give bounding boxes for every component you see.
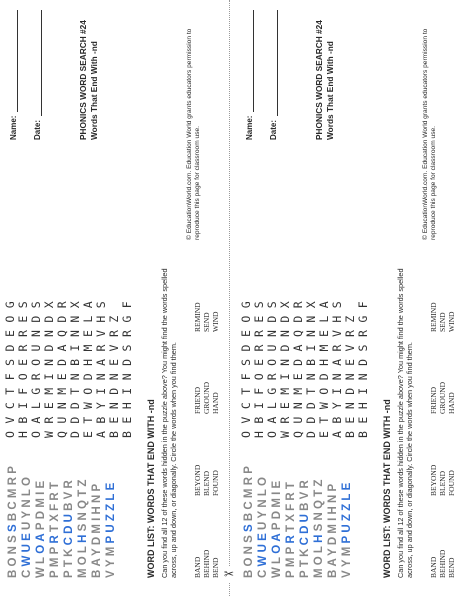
logo-highlight-letters: S [7,521,19,532]
word-list-item: BLEND [438,471,447,496]
logo-letters: SNQTZ [313,476,325,532]
word-list-item: GROUND [438,381,447,414]
logo-letters: PTK [299,545,311,578]
logo-row [298,458,312,578]
student-fields [8,10,56,140]
word-list-item: BEND [211,557,220,578]
word-list-item: BEHIND [438,549,447,578]
logo-letters: C [21,566,33,578]
title-text: PHONICS WORD SEARCH #24 [78,20,88,140]
logo-highlight-letters: WUE [21,530,33,567]
word-list-item: FRIEND [193,386,202,414]
word-list-item: WIND [211,311,220,332]
copyright-footer: © EducationWorld.com. Education World grants educators permission to reproduce this page for classroom use. [422,28,437,240]
copyright-footer: © EducationWorld.com. Education World grants educators permission to reproduce this page for classroom use. [186,28,201,240]
title-text: PHONICS WORD SEARCH #24 [314,20,324,140]
logo-highlight-letters: PUZZLE [341,479,353,544]
word-search-logo [6,458,116,578]
logo-letters: VYM [105,543,117,578]
logo-row [340,458,354,578]
word-list-item: BLEND [202,471,211,496]
word-list-item: BEYOND [429,464,438,496]
word-list-item: BAND [193,556,202,578]
date-field [268,10,278,140]
logo-letters: TXFRT [49,478,61,532]
word-list-item: SEND [202,312,211,332]
subtitle-text: Words That End With -nd [89,41,99,140]
puzzle-row: QUNMEDAQDR [55,293,69,438]
logo-row [270,458,284,578]
name-line [8,10,18,112]
puzzle-row: OVCTFSDEOG [239,293,253,438]
logo-letters: MOL [77,542,89,578]
logo-highlight-letters: PUZZLE [105,479,117,544]
logo-letters: PTK [63,545,75,578]
puzzle-row: OVCTFSDEOG [3,293,17,438]
word-list-title: WORD LIST: WORDS THAT END WITH -nd [382,399,392,578]
puzzle-row: BENDNEVRZ [107,308,121,438]
word-search-logo [242,458,352,578]
puzzle-row: OALGROUNDS [29,293,43,438]
logo-letters: BVR [63,476,75,511]
logo-letters: PDMIE [35,477,47,531]
worksheet-title [314,10,336,140]
logo-highlight-letters: CDU [299,510,311,546]
puzzle-row: ETWODHMELA [317,293,331,438]
worksheet-title [78,10,100,140]
date-label: Date: [33,119,42,140]
date-line [268,10,278,116]
scissors-icon: ✂ [223,567,235,581]
word-list-item: GROUND [202,381,211,414]
word-list-item: REMIND [193,302,202,332]
puzzle-row: HBIFOERRES [252,293,266,438]
word-list-item: FOUND [447,470,456,496]
word-list-item: FOUND [211,470,220,496]
name-field [244,10,254,140]
logo-letters: UYNLO [257,473,269,531]
logo-row [312,458,326,578]
logo-row [20,458,34,578]
logo-row [242,458,256,578]
logo-letters: BONS [7,531,19,578]
logo-letters: PMP [49,543,61,578]
logo-highlight-letters: S [243,521,255,532]
name-field [8,10,18,140]
worksheet-rotated-content [236,8,460,588]
logo-letters: UYNLO [21,473,33,531]
subtitle-text: Words That End With -nd [325,41,335,140]
logo-row [256,458,270,578]
word-list-description: Can you find all 12 of these words hidden in the puzzle above? You might find the words spelled across, up and down, or diagonally. Circle the words when you find them. [160,268,178,578]
word-list-item: BEND [447,557,456,578]
worksheet-copy-right [236,0,460,596]
logo-letters: BAYDMIHNP [91,480,103,578]
logo-highlight-letters: OA [35,530,47,554]
puzzle-row: DDDTNBINNX [304,293,318,438]
word-list [193,248,220,578]
word-list-title: WORD LIST: WORDS THAT END WITH -nd [146,399,156,578]
puzzle-grid [4,198,144,438]
word-list [429,248,456,578]
puzzle-row: ABYINARVHS [330,293,344,438]
name-label: Name: [9,115,18,140]
logo-letters: WL [35,553,47,578]
word-list-item: HAND [211,392,220,414]
logo-letters: MOL [313,542,325,578]
word-list-item: WIND [447,311,456,332]
logo-letters: SNQTZ [77,476,89,532]
word-list-item: BAND [429,556,438,578]
logo-highlight-letters: R [285,531,297,544]
word-list-item: SEND [438,312,447,332]
word-list-item: BEYOND [193,464,202,496]
word-list-item: HAND [447,392,456,414]
logo-letters: TXFRT [285,478,297,532]
puzzle-row: WREMINDNDX [278,293,292,438]
puzzle-row: WREMINDNDX [42,293,56,438]
logo-letters: WL [271,553,283,578]
logo-highlight-letters: CDU [63,510,75,546]
logo-letters: PDMIE [271,477,283,531]
logo-highlight-letters: R [49,531,61,544]
puzzle-row: ETWODHMELA [81,293,95,438]
puzzle-grid [240,198,380,438]
logo-row [48,458,62,578]
logo-row [6,458,20,578]
logo-row [104,458,118,578]
name-line [244,10,254,112]
worksheet-rotated-content [0,8,224,588]
logo-highlight-letters: H [77,531,89,543]
word-list-description: Can you find all 12 of these words hidden in the puzzle above? You might find the words spelled across, up and down, or diagonally. Circle the words when you find them. [396,268,414,578]
logo-row [34,458,48,578]
worksheet-copy-left [0,0,224,596]
logo-highlight-letters: H [313,531,325,543]
word-list-item: FRIEND [429,386,438,414]
logo-letters: BAYDMIHNP [327,480,339,578]
logo-row [326,458,340,578]
puzzle-row: OALGROUNDS [265,293,279,438]
word-list-item: REMIND [429,302,438,332]
logo-letters: BVR [299,476,311,511]
logo-letters: VYM [341,543,353,578]
puzzle-row: DDDTNBINNX [68,293,82,438]
logo-row [62,458,76,578]
student-fields [244,10,292,140]
puzzle-row: HBIFOERRES [16,293,30,438]
logo-row [284,458,298,578]
logo-highlight-letters: OA [271,530,283,554]
logo-letters: PMP [285,543,297,578]
cut-line [229,0,230,596]
word-list-item: BEHIND [202,549,211,578]
puzzle-row: BENDNEVRZ [343,308,357,438]
logo-row [76,458,90,578]
name-label: Name: [245,115,254,140]
date-field [32,10,42,140]
logo-letters: C [257,566,269,578]
logo-highlight-letters: WUE [257,530,269,567]
date-line [32,10,42,116]
puzzle-row: BEHINDSRGF [356,293,370,438]
logo-letters: BCMRP [7,462,19,522]
logo-row [90,458,104,578]
puzzle-row: ABYINARVHS [94,293,108,438]
date-label: Date: [269,119,278,140]
puzzle-row: BEHINDSRGF [120,293,134,438]
puzzle-row: QUNMEDAQDR [291,293,305,438]
logo-letters: BONS [243,531,255,578]
logo-letters: BCMRP [243,462,255,522]
